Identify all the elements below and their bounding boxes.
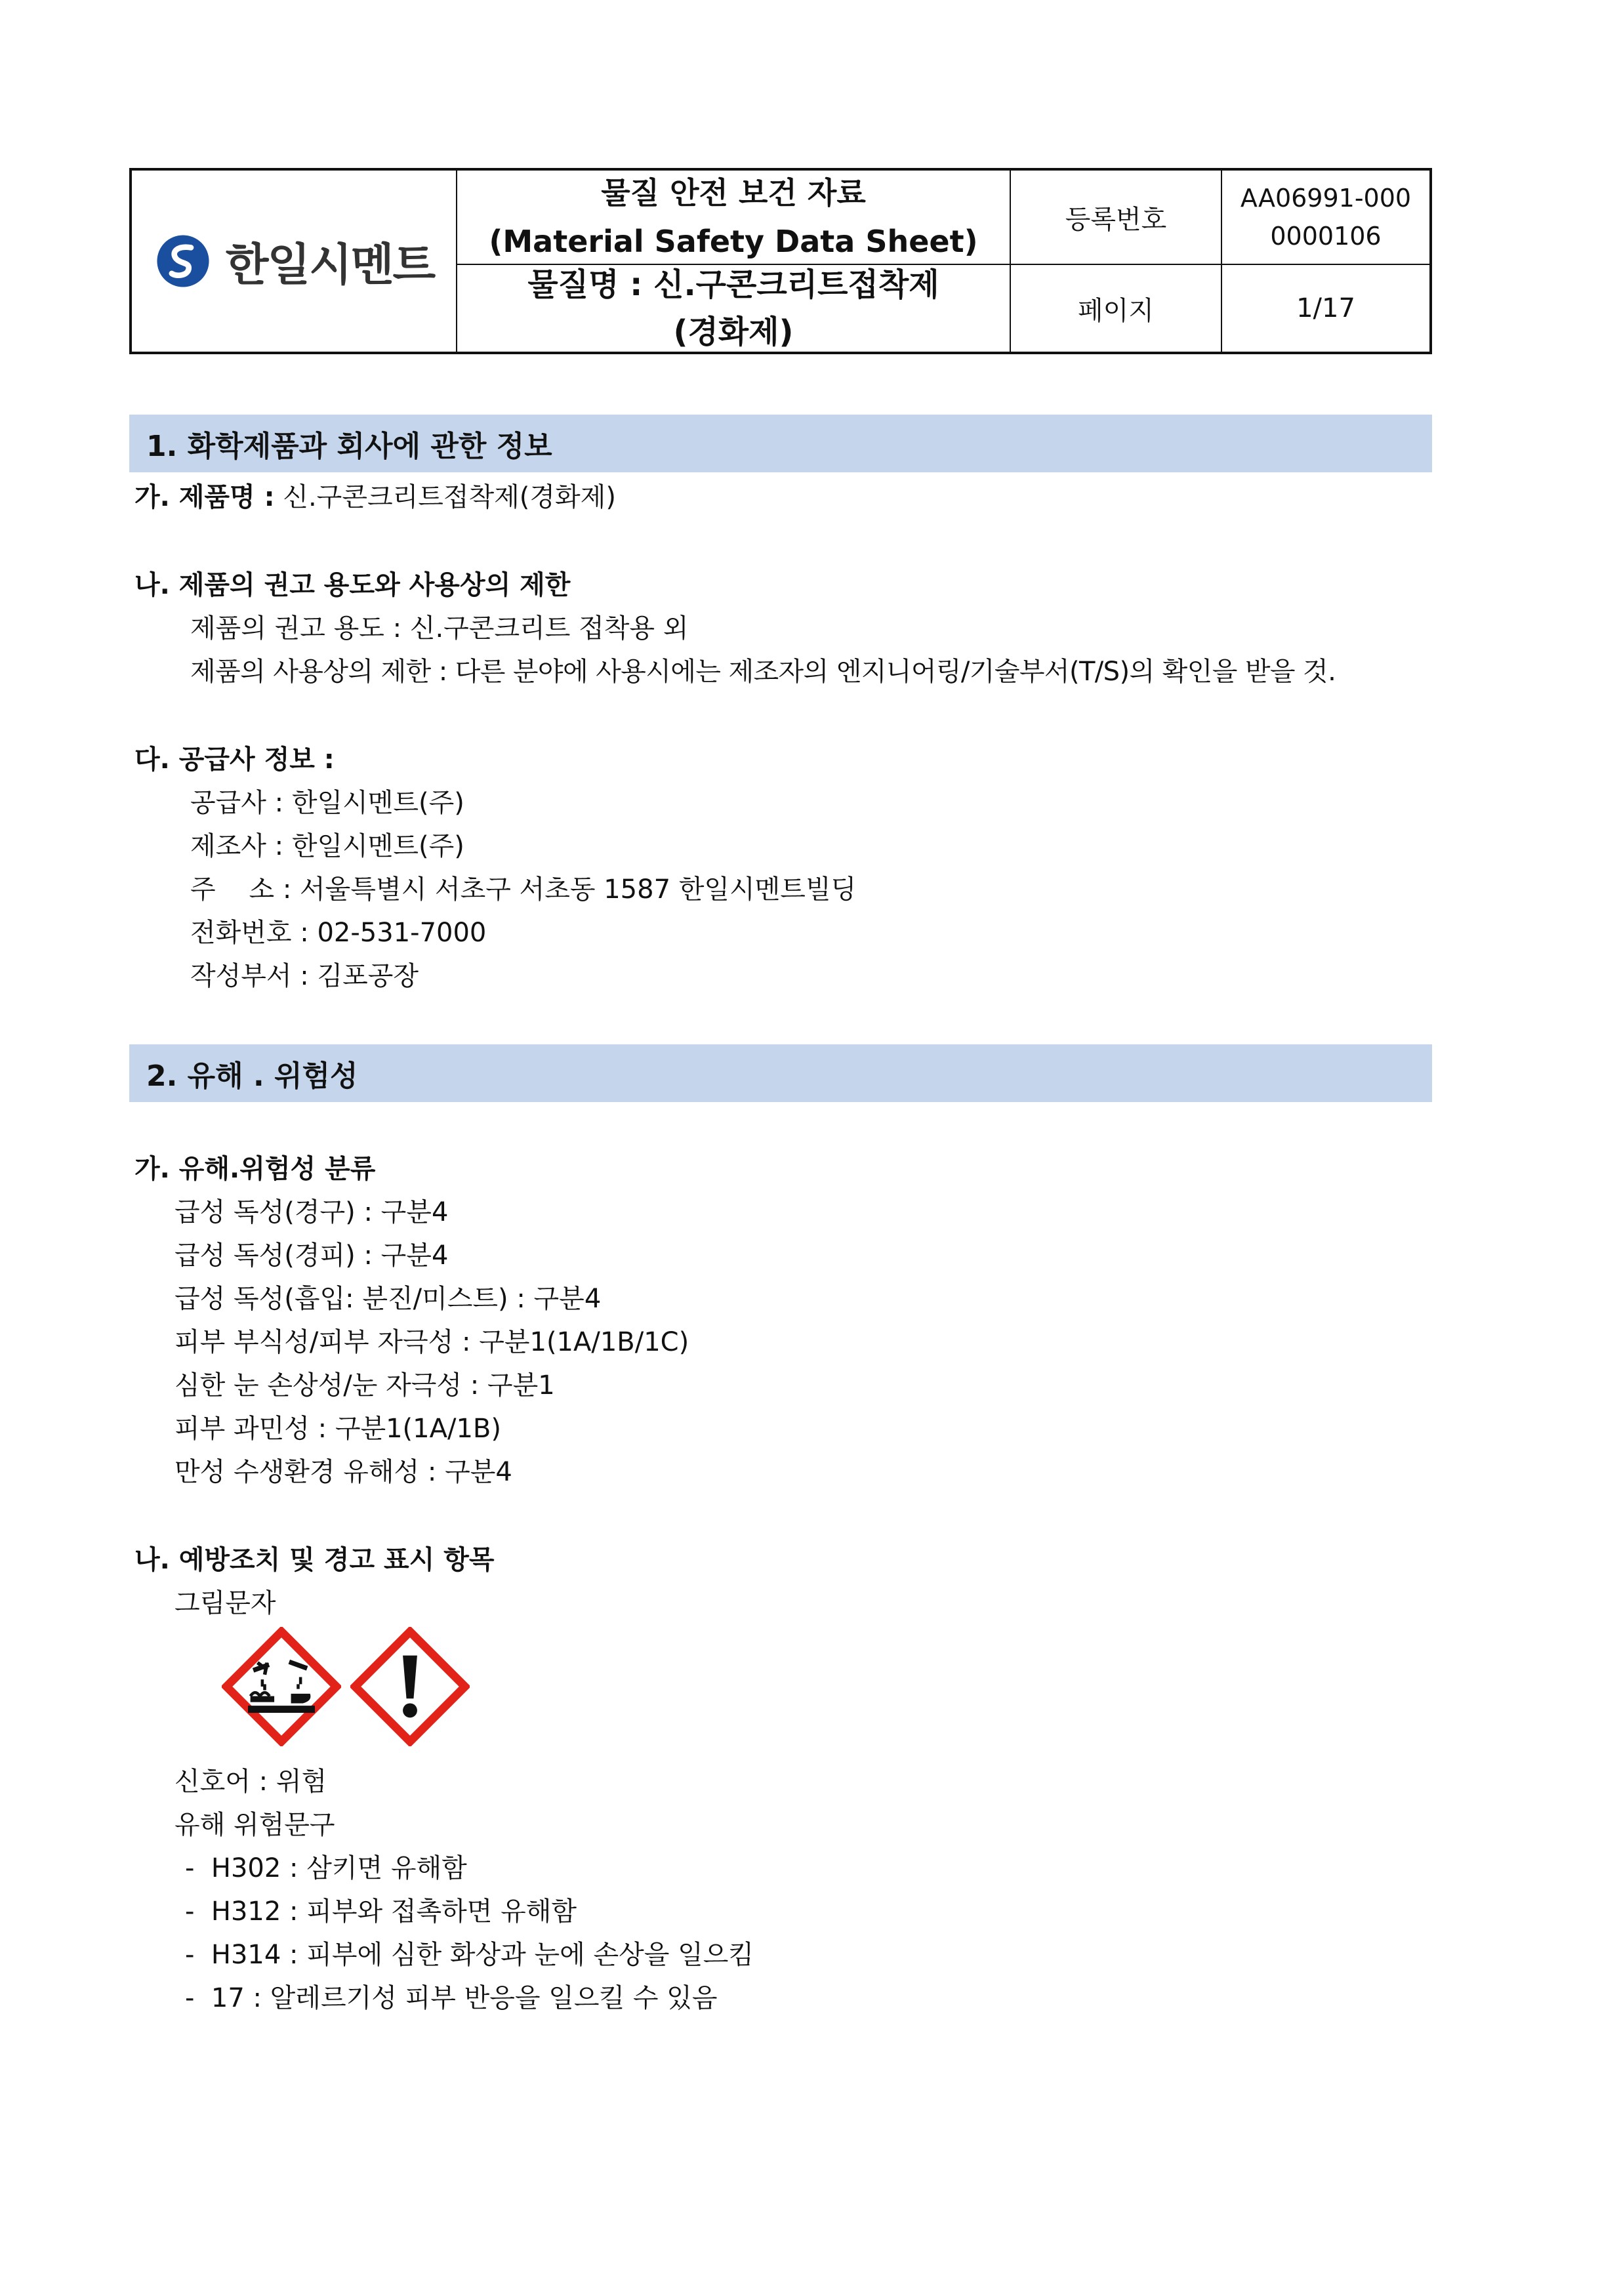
title-english: (Material Safety Data Sheet) <box>489 224 978 259</box>
page-number: 1/17 <box>1296 293 1355 323</box>
hazard-statement: - H314 : 피부에 심한 화상과 눈에 손상을 일으킴 <box>185 1940 754 1970</box>
registration-number-line2: 0000106 <box>1270 222 1382 251</box>
header-table <box>129 168 1432 354</box>
classification-item: 심한 눈 손상성/눈 자극성 : 구분1 <box>174 1370 555 1401</box>
hazard-statement: - 17 : 알레르기성 피부 반응을 일으킬 수 있음 <box>185 1983 718 2013</box>
section-1-title: 1. 화학제품과 회사에 관한 정보 <box>129 415 1432 472</box>
precaution-heading: 나. 예방조치 및 경고 표시 항목 <box>134 1545 495 1575</box>
address: 주 소 : 서울특별시 서초구 서초동 1587 한일시멘트빌딩 <box>190 874 857 905</box>
phone: 전화번호 : 02-531-7000 <box>190 918 487 948</box>
signal-word: 신호어 : 위험 <box>174 1767 327 1797</box>
classification-item: 급성 독성(경피) : 구분4 <box>174 1240 449 1271</box>
exclamation-icon <box>350 1627 470 1746</box>
product-name-value: 신.구콘크리트접착제(경화제) <box>274 482 616 512</box>
company-logo-icon <box>155 233 211 289</box>
recommended-use: 제품의 권고 용도 : 신.구콘크리트 접착용 외 <box>190 613 689 644</box>
registration-number <box>1222 171 1429 264</box>
product-name-label: 가. 제품명 : <box>134 482 275 512</box>
department: 작성부서 : 김포공장 <box>190 961 419 991</box>
supplier-heading: 다. 공급사 정보 : <box>134 745 335 775</box>
corrosion-icon <box>222 1627 341 1746</box>
product-name-line1: 물질명 : 신.구콘크리트접착제 <box>527 266 939 303</box>
pictogram-label: 그림문자 <box>174 1588 276 1618</box>
page-label: 페이지 <box>1078 295 1154 326</box>
classification-item: 피부 부식성/피부 자극성 : 구분1(1A/1B/1C) <box>174 1327 689 1357</box>
registration-label: 등록번호 <box>1065 204 1167 235</box>
product-name-cell <box>457 265 1010 352</box>
product-name-row <box>134 476 616 514</box>
classification-item: 급성 독성(경구) : 구분4 <box>174 1197 449 1227</box>
manufacturer: 제조사 : 한일시멘트(주) <box>190 831 464 861</box>
classification-item: 피부 과민성 : 구분1(1A/1B) <box>174 1414 501 1444</box>
hazard-statements-label: 유해 위험문구 <box>174 1810 335 1840</box>
registration-number-line1: AA06991-000 <box>1240 184 1412 213</box>
section-2-title: 2. 유해 . 위험성 <box>129 1044 1432 1102</box>
supplier: 공급사 : 한일시멘트(주) <box>190 788 464 818</box>
classification-heading: 가. 유해.위험성 분류 <box>134 1154 376 1184</box>
company-logo <box>132 171 457 352</box>
classification-item: 만성 수생환경 유해성 : 구분4 <box>174 1457 512 1487</box>
classification-item: 급성 독성(흡입: 분진/미스트) : 구분4 <box>174 1284 602 1314</box>
usage-restriction: 제품의 사용상의 제한 : 다른 분야에 사용시에는 제조자의 엔지니어링/기술부서(T/S)의 확인을 받을 것. <box>190 657 1336 687</box>
document-title <box>457 171 1010 264</box>
pictogram-row <box>222 1627 470 1745</box>
company-name: 한일시멘트 <box>225 239 435 291</box>
hazard-statement: - H302 : 삼키면 유해함 <box>185 1853 467 1883</box>
hazard-statement: - H312 : 피부와 접촉하면 유해함 <box>185 1896 577 1927</box>
title-korean: 물질 안전 보건 자료 <box>601 175 866 211</box>
product-name-line2: (경화제) <box>673 314 794 350</box>
usage-heading: 나. 제품의 권고 용도와 사용상의 제한 <box>134 570 571 600</box>
